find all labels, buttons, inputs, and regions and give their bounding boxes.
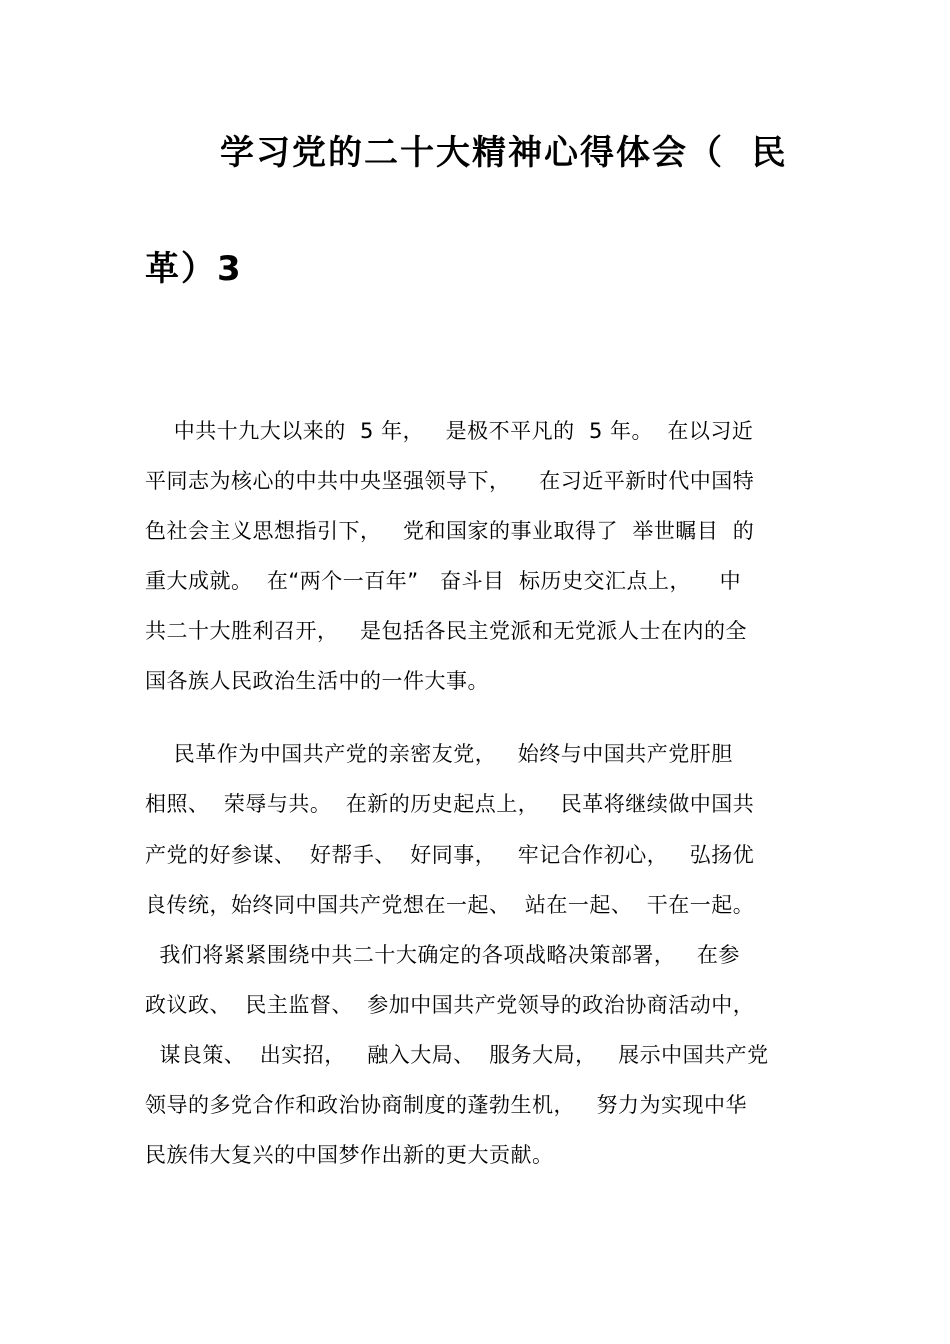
paragraph-2-line-4: 良传统，始终同中国共产党想在一起、 站在一起、 干在一起。 — [145, 893, 755, 917]
paragraph-2-line-8: 领导的多党合作和政治协商制度的蓬勃生机， 努力为实现中华 — [145, 1093, 748, 1117]
paragraph-1-line-5: 共二十大胜利召开， 是包括各民主党派和无党派人士在内的全 — [145, 619, 748, 643]
paragraph-2-line-5: 我们将紧紧围绕中共二十大确定的各项战略决策部署， 在参 — [145, 943, 740, 967]
document-title-line-2: 革）3 — [145, 249, 243, 289]
paragraph-2-line-6: 政议政、 民主监督、 参加中国共产党领导的政治协商活动中， — [145, 993, 755, 1017]
paragraph-2-line-7: 谋良策、 出实招， 融入大局、 服务大局， 展示中国共产党 — [145, 1043, 769, 1067]
paragraph-1-line-2: 平同志为核心的中共中央坚强领导下， 在习近平新时代中国特 — [145, 469, 755, 493]
paragraph-1-line-6: 国各族人民政治生活中的一件大事。 — [145, 669, 489, 693]
paragraph-2-line-3: 产党的好参谋、 好帮手、 好同事， 牢记合作初心， 弘扬优 — [145, 843, 755, 867]
paragraph-2-line-9: 民族伟大复兴的中国梦作出新的更大贡献。 — [145, 1143, 554, 1167]
paragraph-2-line-2: 相照、 荣辱与共。 在新的历史起点上， 民革将继续做中国共 — [145, 792, 755, 816]
paragraph-1-line-1: 中共十九大以来的 5 年， 是极不平凡的 5 年。 在以习近 — [145, 419, 754, 443]
paragraph-2-line-1: 民革作为中国共产党的亲密友党， 始终与中国共产党肝胆 — [145, 742, 733, 766]
paragraph-1-line-4: 重大成就。 在“两个一百年” 奋斗目 标历史交汇点上， 中 — [145, 569, 742, 593]
paragraph-1-line-3: 色社会主义思想指引下， 党和国家的事业取得了 举世瞩目 的 — [145, 519, 755, 543]
document-title-line-1: 学习党的二十大精神心得体会（ 民 — [220, 133, 788, 173]
